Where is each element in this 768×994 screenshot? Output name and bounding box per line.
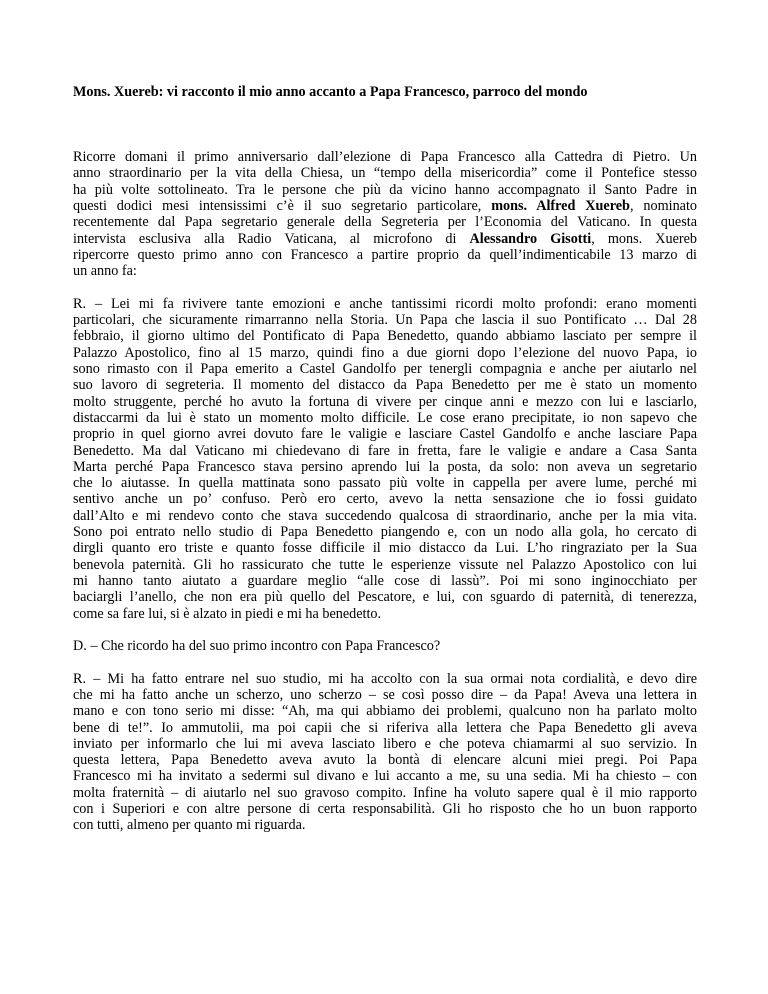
text-line: con i Superiori e con altre persone di certa responsabilità. Gli ho risposto che ho un buon rapporto [73,801,697,818]
text-line: come sa fare lui, si è alzato in piedi e mi ha benedetto. [73,605,382,622]
text-segment: questi dodici mesi intensissimi c’è il suo segretario particolare, [73,198,492,215]
text-line: D. – Che ricordo ha del suo primo incontro con Papa Francesco? [73,638,441,655]
text-line [73,231,697,247]
text-line: ha più volte sottolineato. Tra le persone che più da vicino hanno accompagnato il Santo Padre in [73,181,697,198]
text-line: febbraio, il giorno ultimo del Pontificato di Papa Benedetto, quando abbiamo lasciato per sempre il [73,328,697,345]
text-line: che lo aiutasse. In quella mattinata sono passato più volte in cappella per avere lume, perché mi [73,475,697,492]
text-line: distaccarmi da lui è stato un momento molto difficile. Le cose erano precipitate, io non sapevo che [73,409,697,426]
article-title: Mons. Xuereb: vi racconto il mio anno accanto a Papa Francesco, parroco del mondo [73,84,588,100]
text-line: Ricorre domani il primo anniversario dall’elezione di Papa Francesco alla Cattedra di Pietro. Un [73,149,697,166]
text-line: anno straordinario per la vita della Chiesa, un “tempo della misericordia” come il Pontefice stesso [73,165,697,182]
text-line: Francesco mi ha invitato a sedermi sul divano e lui accanto a me, su una sedia. Mi ha chiesto – con [73,768,697,785]
text-line [73,198,697,214]
text-line: proprio in quel giorno avrei dovuto fare le valigie e lasciare Castel Gandolfo e anche lasciare Papa [73,426,697,443]
text-line: un anno fa: [73,263,137,280]
text-line: R. – Mi ha fatto entrare nel suo studio, mi ha accolto con la sua ormai nota cordialità, e devo dire [73,670,697,687]
text-line: che mi ha fatto anche un scherzo, uno scherzo – se così posso dire – da Papa! Aveva una lettera in [73,686,697,703]
text-line: dall’Alto e mi rendevo conto che stava succedendo qualcosa di straordinario, anche per la mia vita. [73,507,697,524]
text-segment: intervista esclusiva alla Radio Vaticana, al microfono di [73,230,470,247]
text-line: recentemente dal Papa segretario generale della Segreteria per l’Economia del Vaticano. In questa [73,214,697,231]
text-line: baciargli l’anello, che non era più quello del Pescatore, e lui, con sguardo di paternità, di tenerezza, [73,589,697,606]
text-line: sono rimasto con il Papa emerito a Castel Gandolfo per tenergli compagnia e anche per aiutarlo nel [73,361,697,378]
bold-name: mons. Alfred Xuereb [491,198,630,215]
text-segment: , mons. Xuereb [591,230,697,247]
text-line: molto struggente, perché ho avuto la fortuna di vivere per cinque anni e mezzo con lui e lasciarlo, [73,393,697,410]
question-paragraph [73,638,697,654]
text-line: Sono poi entrato nello studio di Papa Benedetto piangendo e, con un nodo alla gola, ho cercato di [73,524,697,541]
text-line: suo lavoro di segreteria. Il momento del distacco da Papa Benedetto per me è stato un momento [73,377,697,394]
text-line: particolari, che sicuramente rimarranno nella Storia. Un Papa che lascia il suo Pontificato … Dal 28 [73,312,697,329]
document-page [73,84,697,850]
text-line: sentivo anche un po’ confuso. Però ero certo, avevo la netta sensazione che io fossi guidato [73,491,697,508]
text-line: questa lettera, Papa Benedetto aveva avuto la bontà di elencare alcuni miei pregi. Poi Papa [73,752,697,769]
text-line: mano e con tono serio mi disse: “Ah, ma qui abbiamo dei problemi, qualcuno non ha parlato molto [73,703,697,720]
spacer [73,100,697,149]
text-line: bene di te!”. Io ammutolii, ma poi capii che si riferiva alla lettera che Papa Benedetto gli aveva [73,719,697,736]
text-line: molta fraternità – di aiutarlo nel suo gravoso compito. Infine ha voluto sapere qual è il mio rapporto [73,784,697,801]
text-line: dirgli quanto ero triste e quanto fosse difficile il mio distacco da Lui. L’ho ringraziato per la Sua [73,540,697,557]
text-line: mi hanno tanto aiutato a guardare meglio “alle cose di lassù”. Poi mi sono inginocchiato per [73,572,697,589]
text-line: ripercorre questo primo anno con Francesco a partire proprio da quell’indimenticabile 13 marzo di [73,246,697,263]
bold-name: Alessandro Gisotti [469,230,592,247]
answer-paragraph [73,296,697,622]
answer-paragraph [73,671,697,834]
text-line: R. – Lei mi fa rivivere tante emozioni e anche tantissimi ricordi molto profondi: erano momenti [73,295,697,312]
text-line: Palazzo Apostolico, fino al 15 marzo, quindi fino a due giorni dopo l’elezione del nuovo Papa, io [73,344,697,361]
text-segment: , nominato [629,198,698,215]
text-line: Marta perché Papa Francesco stava persino aprendo lui la posta, da solo: non aveva un segretario [73,458,697,475]
text-line: benevola paternità. Gli ho rassicurato che tutte le esperienze vissute nel Palazzo Apostolico con lui [73,556,697,573]
article-body [73,149,697,833]
intro-paragraph [73,149,697,279]
text-line: con tutti, almeno per quanto mi riguarda. [73,817,306,834]
text-line: Benedetto. Ma dal Vaticano mi chiedevano di fare in fretta, fare le valigie e andare a Casa Santa [73,442,697,459]
text-line: inviato per informarlo che lui mi aveva lasciato libero e che poteva chiamarmi al suo servizio. In [73,735,697,752]
